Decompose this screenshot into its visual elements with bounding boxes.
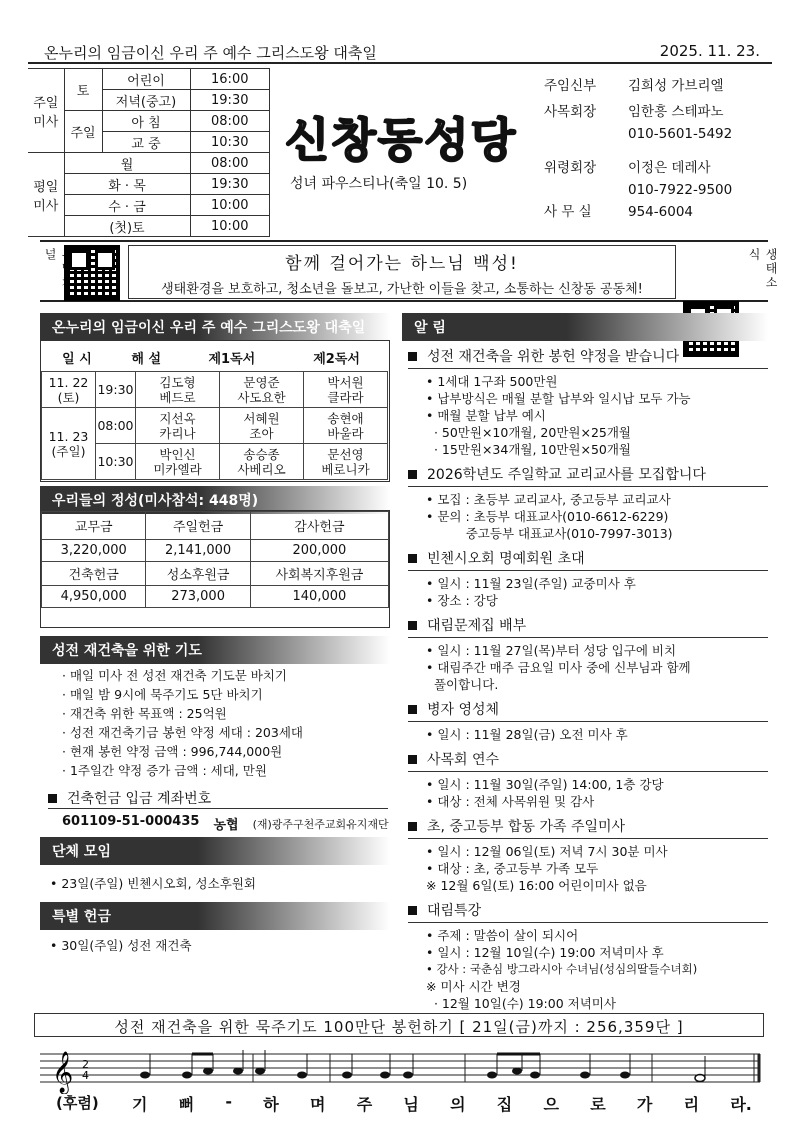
refrain-label: (후렴) [56, 1094, 99, 1112]
square-bullet-icon [408, 705, 417, 714]
offerings-table [40, 510, 390, 628]
square-bullet-icon [408, 906, 417, 915]
contact-phone: 010-7922-9500 [628, 182, 733, 198]
first-reader: 송승종 사베리오 [220, 444, 304, 480]
account-title: 건축헌금 입금 계좌번호 [67, 791, 212, 807]
special-item: • 30일(주일) 성전 재건축 [50, 938, 192, 953]
notices-header: 알 림 [402, 313, 768, 341]
groups-header: 단체 모임 [40, 837, 390, 865]
sunday-mass-label: 주일 미사 [28, 69, 64, 153]
lyric-syllable: 기 [132, 1095, 148, 1114]
lyric-syllable: 하 [263, 1095, 279, 1114]
contact-role: 사 무 실 [544, 204, 592, 220]
schedule-time: 19:30 [190, 174, 270, 195]
account-number: 601109-51-000435 [62, 814, 200, 829]
second-reader: 박서원 클라라 [304, 372, 388, 408]
contact-role: 주임신부 [544, 78, 597, 94]
notice-item: 대림문제집 배부 • 일시 : 11월 27일(목)부터 성당 입구에 비치 • 대림주간 매주 금요일 미사 중에 신부님과 함께 풀이합니다. [408, 615, 768, 693]
offering-label: 성소후원금 [146, 562, 250, 586]
square-bullet-icon [408, 621, 417, 630]
prayer-item: · 현재 봉헌 약정 금액 : 996,744,000원 [62, 744, 283, 759]
lyric-syllable: 뻐 [178, 1095, 195, 1114]
schedule-time: 16:00 [190, 69, 270, 90]
reading-date: 11. 22 (토) [42, 372, 96, 408]
schedule-name: 아 침 [102, 111, 190, 132]
reading-time: 10:30 [96, 444, 136, 480]
commentator: 지선옥 카리나 [136, 408, 220, 444]
parish-name: 신창동성당 [284, 113, 518, 167]
lyric-syllable: 으 [543, 1095, 559, 1114]
schedule-name: 월 [64, 153, 190, 174]
lyric-syllable: 리 [683, 1095, 700, 1114]
schedule-name: 화 · 목 [64, 174, 190, 195]
notice-item: 초, 중고등부 합동 가족 주일미사 • 일시 : 12월 06일(토) 저녁 7시 30분 미사 • 대상 : 초, 중고등부 가족 모두 ※ 12월 6일(토) 16:00 어린이미사 없음 [408, 816, 768, 894]
lyric-syllable: 주 [356, 1095, 373, 1114]
prayer-item: · 성전 재건축기금 봉헌 약정 세대 : 203세대 [62, 725, 303, 740]
commentator: 박인신 미카엘라 [136, 444, 220, 480]
staff-svg [40, 1046, 768, 1094]
offering-value: 140,000 [250, 586, 388, 608]
reading-date: 11. 23 (주일) [42, 408, 96, 480]
channel-qr-code[interactable] [64, 245, 120, 301]
square-bullet-icon [408, 755, 417, 764]
prayer-list [62, 666, 392, 780]
offering-value: 200,000 [250, 540, 388, 562]
second-reader: 문선영 베로니카 [304, 444, 388, 480]
offering-label: 교무금 [42, 512, 146, 540]
col-header: 제1독서 [208, 351, 256, 367]
lyric-syllable: 의 [450, 1095, 466, 1114]
first-reader: 서혜원 조아 [220, 408, 304, 444]
special-header: 특별 헌금 [40, 902, 390, 930]
lyric-syllable: 님 [403, 1095, 419, 1114]
contact-name: 김희성 가브리엘 [628, 78, 724, 94]
prayer-header: 성전 재건축을 위한 기도 [40, 636, 390, 664]
account-title-row [48, 788, 388, 808]
account-holder: (재)광주구천주교회유지재단 [252, 818, 389, 831]
notice-item: 성전 재건축을 위한 봉헌 약정을 받습니다 • 1세대 1구좌 500만원 • 납부방식은 매월 분할 납부와 일시납 모두 가능 • 매월 분할 납부 예시 · 50만원×10개월, 20만원×25개월 · 15만원×34개월, 10만원×50개월 [408, 346, 768, 458]
offering-value: 273,000 [146, 586, 250, 608]
notice-item: 빈첸시오회 명예회원 초대 • 일시 : 11월 23일(주일) 교중미사 후 • 장소 : 강당 [408, 548, 768, 609]
lyric-syllable: 로 [590, 1095, 606, 1114]
col-header: 일 시 [62, 351, 92, 367]
schedule-time: 10:00 [190, 216, 270, 237]
prayer-item: · 매일 밤 9시에 묵주기도 5단 바치기 [62, 687, 263, 702]
weekday-mass-label: 평일 미사 [28, 153, 64, 237]
offering-value: 2,141,000 [146, 540, 250, 562]
contact-name: 954-6004 [628, 204, 693, 220]
notice-item: 대림특강 • 주제 : 말씀이 살이 되시어 • 일시 : 12월 10일(수) 19:00 저녁미사 후 • 강사 : 국춘심 방그라시아 수녀님(성심의딸들수녀회) ※ 미사 시간 변경 · 12월 10일(수) 19:00 저녁미사 [408, 900, 768, 1012]
reading-time: 19:30 [96, 372, 136, 408]
contacts [544, 75, 732, 223]
contact-name: 이정은 데레사 [628, 160, 711, 176]
prayer-item: · 매일 미사 전 성전 재건축 기도문 바치기 [62, 668, 287, 683]
lyric-syllable: 라. [730, 1095, 752, 1114]
channel-label: 널 [43, 248, 57, 262]
first-reader: 문영준 사도요한 [220, 372, 304, 408]
second-reader: 송현애 바울라 [304, 408, 388, 444]
col-header: 제2독서 [313, 351, 360, 367]
feast-title: 온누리의 임금이신 우리 주 예수 그리스도왕 대축일 [44, 44, 377, 62]
contact-name: 임한흥 스테파노 [628, 104, 724, 120]
header-bar [28, 38, 772, 64]
music-staff [40, 1046, 768, 1126]
commentator: 김도형 베드로 [136, 372, 220, 408]
offering-label: 주일헌금 [146, 512, 250, 540]
prayer-item: · 재건축 위한 목표액 : 25억원 [62, 706, 227, 721]
svg-text:2: 2 [82, 1058, 89, 1071]
square-bullet-icon [408, 554, 417, 563]
patron-saint: 성녀 파우스티나(축일 10. 5) [290, 176, 468, 192]
sunday-label: 주일 [64, 111, 102, 153]
bulletin-date: 2025. 11. 23. [659, 42, 760, 60]
contact-role: 위령회장 [544, 160, 597, 176]
schedule-time: 08:00 [190, 111, 270, 132]
banner-title: 함께 걸어가는 하느님 백성! [285, 254, 519, 274]
svg-text:4: 4 [82, 1069, 89, 1082]
offering-label: 감사헌금 [250, 512, 388, 540]
square-bullet-icon [48, 794, 57, 803]
notice-item: 2026학년도 주일학교 교리교사를 모집합니다 • 모집 : 초등부 교리교사, 중고등부 교리교사 • 문의 : 초등부 대표교사(010-6612-6229) 중고등부 대표교사(010-7997-3013) [408, 464, 768, 542]
saturday-label: 토 [64, 69, 102, 111]
schedule-time: 08:00 [190, 153, 270, 174]
schedule-time: 10:00 [190, 195, 270, 216]
contact-phone: 010-5601-5492 [628, 126, 733, 142]
lyric-syllable: - [225, 1092, 233, 1111]
lyric-syllable: 집 [496, 1095, 513, 1114]
offerings-header: 우리들의 정성(미사참석: 448명) [40, 486, 390, 514]
mass-schedule [28, 68, 270, 237]
schedule-name: 수 · 금 [64, 195, 190, 216]
readings-table [40, 340, 390, 482]
rosary-banner: 성전 재건축을 위한 묵주기도 100만단 봉헌하기 [ 21일(금)까지 : 256,359단 ] [34, 1013, 764, 1037]
offering-value: 4,950,000 [42, 586, 146, 608]
eco-label: 생태소식 [747, 248, 778, 290]
banner-subtitle: 생태환경을 보호하고, 청소년을 돌보고, 가난한 이들을 찾고, 소통하는 신창동 공동체! [161, 282, 643, 297]
account-info [62, 814, 389, 833]
notice-item: 사목회 연수 • 일시 : 11월 30일(주일) 14:00, 1층 강당 • 대상 : 전체 사목위원 및 감사 [408, 749, 768, 810]
square-bullet-icon [408, 470, 417, 479]
col-header: 해 설 [131, 351, 162, 367]
readings-header: 온누리의 임금이신 우리 주 예수 그리스도왕 대축일 [40, 313, 390, 341]
notices-list [408, 346, 768, 1012]
svg-text:𝄞: 𝄞 [52, 1052, 74, 1093]
schedule-name: 저녁(중고) [102, 90, 190, 111]
offering-value: 3,220,000 [42, 540, 146, 562]
offering-label: 건축헌금 [42, 562, 146, 586]
contact-role: 사목회장 [544, 104, 597, 120]
banner [40, 240, 778, 302]
offering-label: 사회복지후원금 [250, 562, 388, 586]
schedule-name: 어린이 [102, 69, 190, 90]
schedule-time: 10:30 [190, 132, 270, 153]
schedule-time: 19:30 [190, 90, 270, 111]
bank-name: 농협 [213, 818, 239, 833]
schedule-name: (첫)토 [64, 216, 190, 237]
group-item: • 23일(주일) 빈첸시오회, 성소후원회 [50, 876, 256, 891]
reading-time: 08:00 [96, 408, 136, 444]
lyric-syllable: 가 [636, 1095, 653, 1114]
notice-item: 병자 영성체 • 일시 : 11월 28일(금) 오전 미사 후 [408, 699, 768, 743]
square-bullet-icon [408, 822, 417, 831]
lyric-syllable: 며 [309, 1095, 326, 1114]
song-lyrics [132, 1092, 752, 1115]
schedule-name: 교 중 [102, 132, 190, 153]
prayer-item: · 1주일간 약정 증가 금액 : 세대, 만원 [62, 763, 267, 778]
square-bullet-icon [408, 352, 417, 361]
